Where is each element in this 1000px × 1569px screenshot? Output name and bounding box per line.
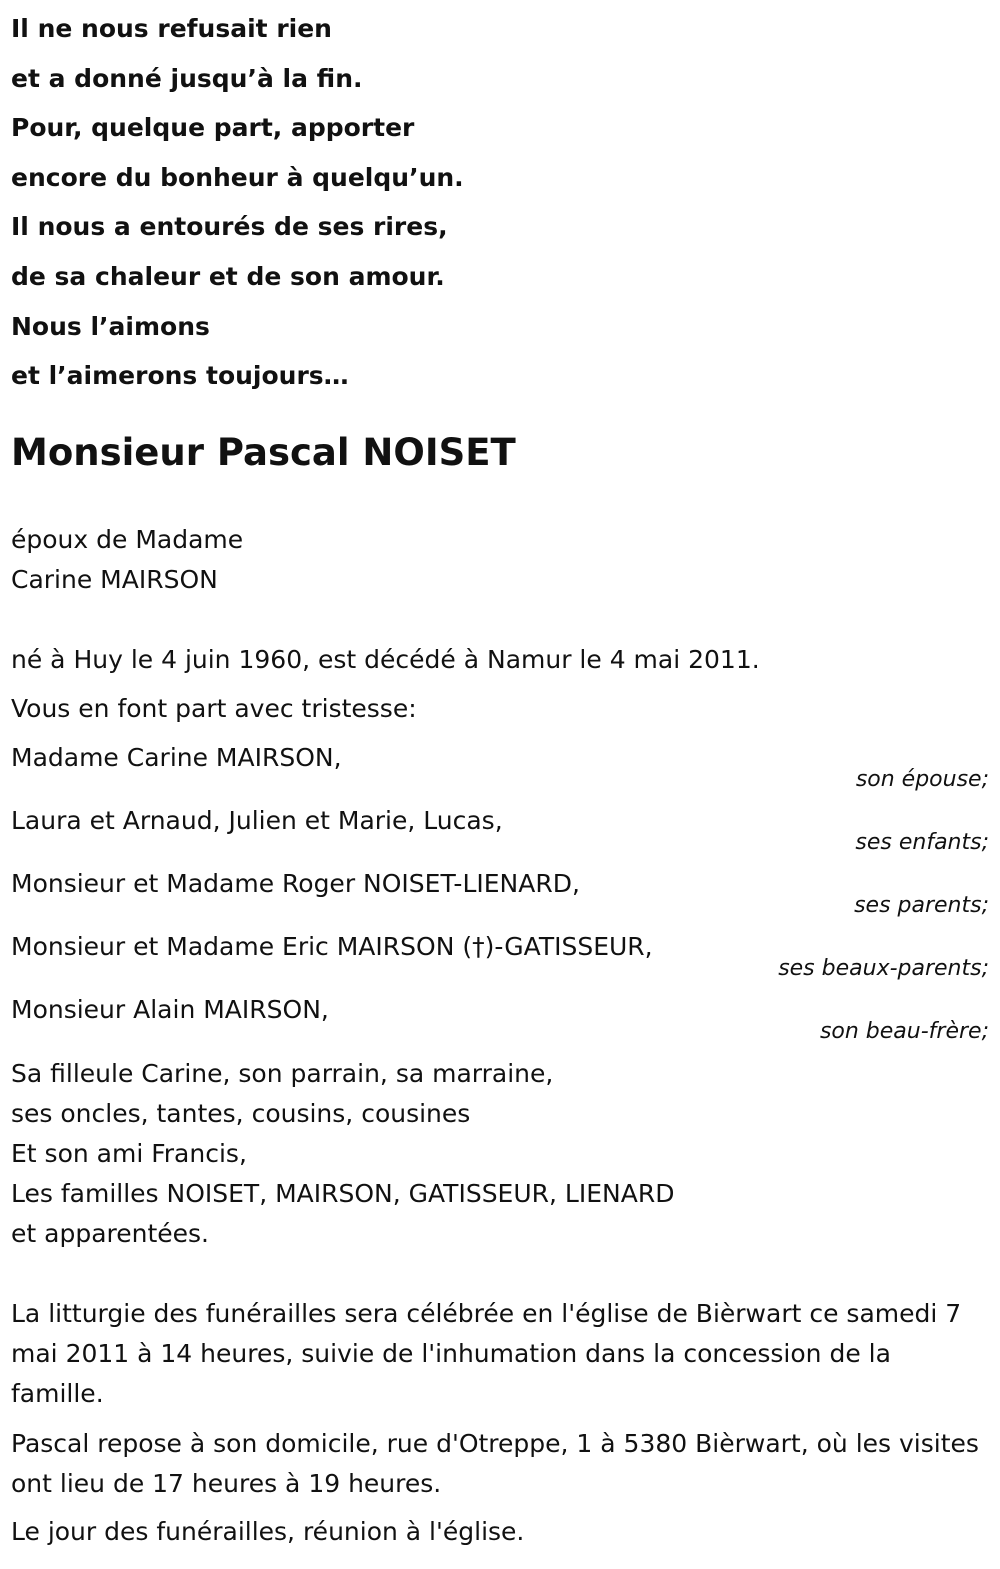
relatives-line: ses oncles, tantes, cousins, cousines — [11, 1099, 471, 1128]
family-relation: ses enfants; — [855, 830, 989, 855]
spouse-line: Carine MAIRSON — [11, 565, 218, 594]
family-entry — [11, 738, 989, 801]
poem-line: Il ne nous refusait rien — [11, 14, 332, 43]
deceased-name: Monsieur Pascal NOISET — [11, 431, 516, 474]
poem-line: de sa chaleur et de son amour. — [11, 261, 445, 291]
spouse-line: époux de Madame — [11, 525, 244, 554]
family-member-name: Laura et Arnaud, Julien et Marie, Lucas, — [11, 806, 503, 835]
spouse-info — [11, 520, 243, 600]
family-relation: son beau-frère; — [819, 1019, 989, 1044]
other-relatives — [11, 1054, 674, 1254]
family-entry — [11, 864, 989, 927]
relatives-line: Les familles NOISET, MAIRSON, GATISSEUR, LIENARD — [11, 1179, 675, 1208]
family-relation: son épouse; — [855, 767, 989, 792]
family-relation: ses beaux-parents; — [778, 956, 989, 981]
meeting-info: Le jour des funérailles, réunion à l'église. — [11, 1517, 525, 1546]
family-member-name: Monsieur et Madame Eric MAIRSON (†)-GATISSEUR, — [11, 932, 653, 961]
family-member-name: Madame Carine MAIRSON, — [11, 743, 342, 772]
poem-line: et a donné jusqu’à la fin. — [11, 63, 363, 93]
family-member-name: Monsieur Alain MAIRSON, — [11, 995, 329, 1024]
family-relation: ses parents; — [854, 893, 989, 918]
relatives-line: Et son ami Francis, — [11, 1139, 247, 1168]
poem-line: Pour, quelque part, apporter — [11, 113, 415, 143]
family-entry — [11, 990, 989, 1053]
memorial-poem — [11, 4, 464, 401]
relatives-line: Sa filleule Carine, son parrain, sa marraine, — [11, 1059, 554, 1088]
birth-death-line: né à Huy le 4 juin 1960, est décédé à Namur le 4 mai 2011. — [11, 645, 760, 674]
visitation-info: Pascal repose à son domicile, rue d'Otreppe, 1 à 5380 Bièrwart, où les visites ont lieu de 17 heures à 19 heures. — [11, 1429, 979, 1498]
poem-line: et l’aimerons toujours… — [11, 361, 349, 391]
family-member-name: Monsieur et Madame Roger NOISET-LIENARD, — [11, 869, 580, 898]
poem-line: encore du bonheur à quelqu’un. — [11, 162, 464, 192]
poem-line: Il nous a entourés de ses rires, — [11, 212, 448, 242]
relatives-line: et apparentées. — [11, 1219, 209, 1248]
poem-line: Nous l’aimons — [11, 311, 210, 341]
family-entry — [11, 801, 989, 864]
funeral-ceremony-info: La litturgie des funérailles sera célébrée en l'église de Bièrwart ce samedi 7 mai 2011 à 14 heures, suivie de l'inhumation dans la concession de la famille. — [11, 1299, 962, 1408]
family-entry — [11, 927, 989, 990]
announcement-line: Vous en font part avec tristesse: — [11, 694, 417, 723]
